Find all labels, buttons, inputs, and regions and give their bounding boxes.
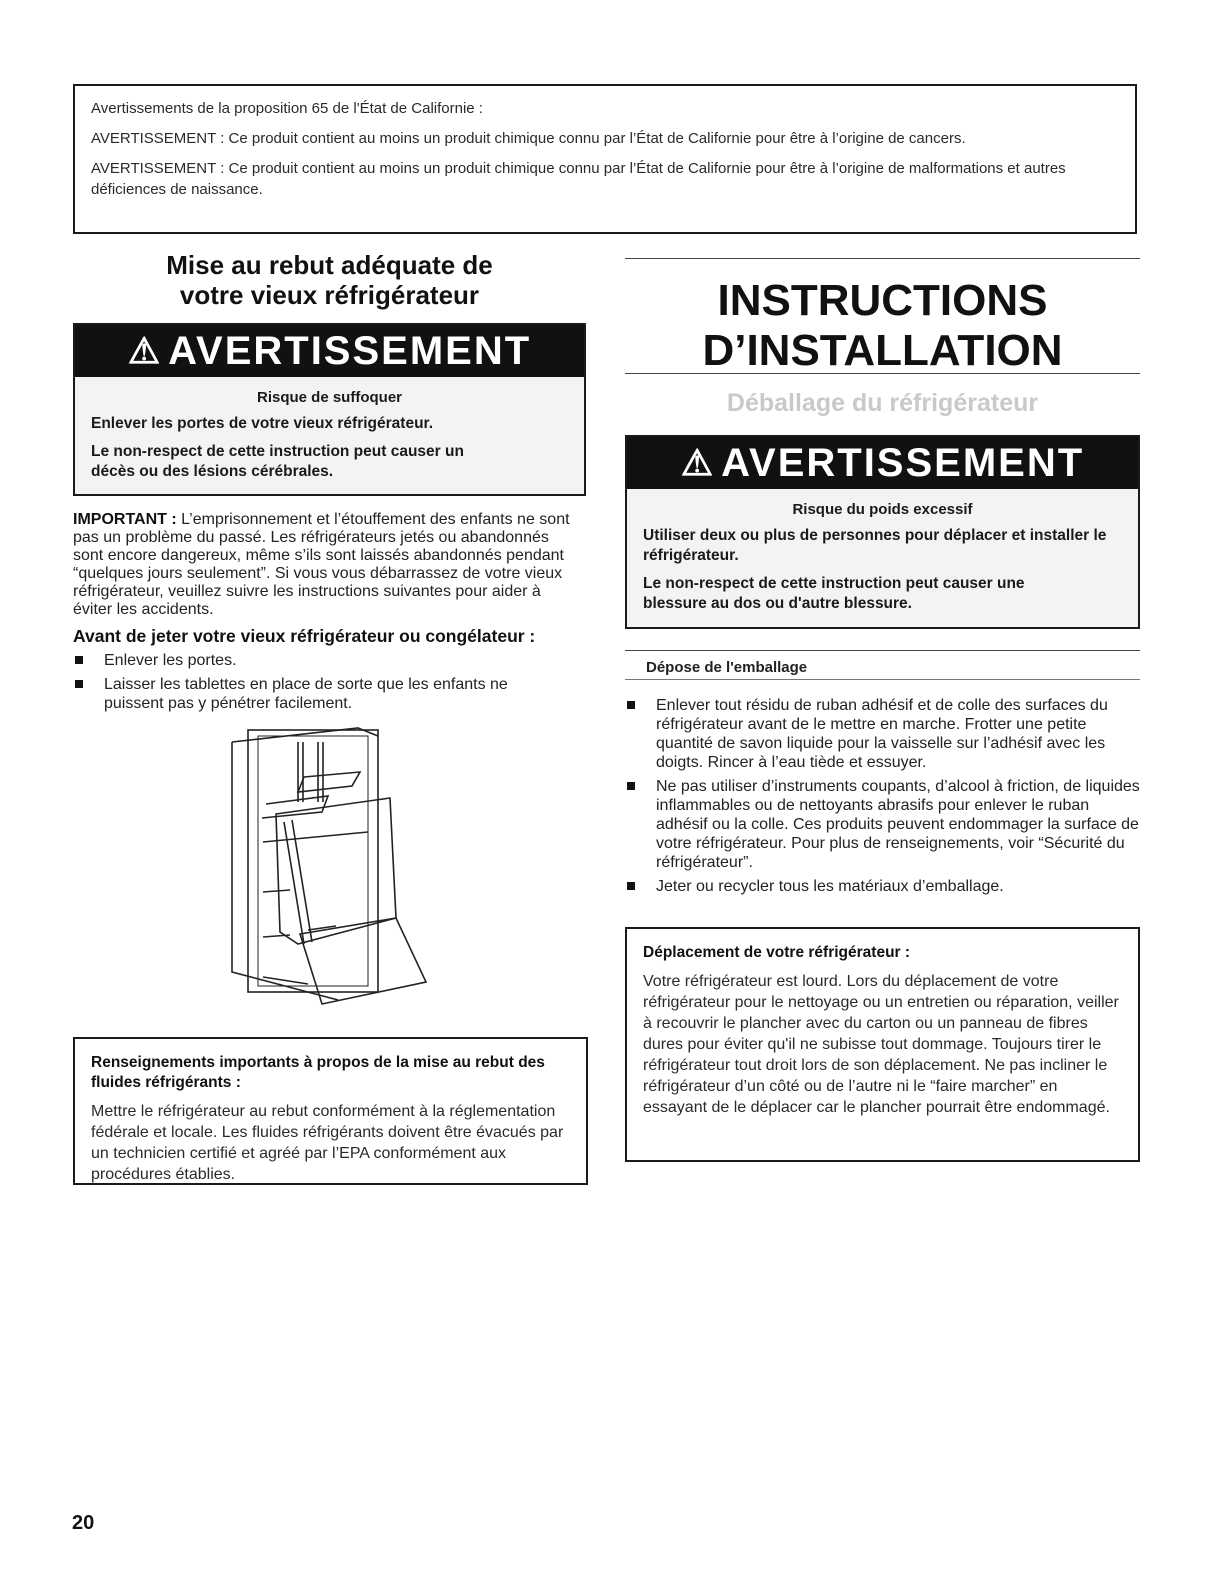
warning-banner — [627, 437, 1138, 489]
refrigerant-disposal-box — [73, 1037, 588, 1185]
suffocation-warning-box — [73, 323, 586, 496]
prop65-warning-cancer: AVERTISSEMENT : Ce produit contient au moins un produit chimique connu par l’État de Californie pour être à l’origine de cancers. — [91, 130, 966, 147]
list-item: Laisser les tablettes en place de sorte que les enfants ne puissent pas y pénétrer facilement. — [73, 675, 563, 713]
moving-box-title: Déplacement de votre réfrigérateur : — [643, 944, 911, 961]
warning-triangle-icon: ⚠ — [127, 330, 163, 371]
list-item: Enlever tout résidu de ruban adhésif et de colle des surfaces du réfrigérateur avant de le mettre en marche. Frotter une petite quantité de savon liquide pour la vaisselle sur l’adhésif avec les doigts. Rincer à l’eau tiède et essuyer. — [625, 696, 1140, 772]
warning-title: Risque de suffoquer — [256, 389, 402, 406]
warning-banner-label: AVERTISSEMENT — [168, 329, 532, 373]
important-text: L’emprisonnement et l’étouffement des enfants ne sont pas un problème du passé. Les réfrigérateurs jetés ou abandonnés sont encore dangereux, même s’ils sont laissés abandonnés pendant “quelques jours seulement”. Si vous vous débarrassez de votre vieux réfrigérateur, veuillez suivre les instructions suivantes pour aider à éviter les accidents. — [73, 511, 570, 618]
warning-consequence: Le non-respect de cette instruction peut causer une blessure au dos ou d'autre blessure. — [643, 575, 1025, 612]
page-title-line1: INSTRUCTIONS — [717, 276, 1048, 325]
weight-warning-box — [625, 435, 1140, 629]
packaging-removal-list — [625, 696, 1140, 901]
important-paragraph — [73, 511, 583, 619]
prop65-title: Avertissements de la proposition 65 de l'État de Californie : — [91, 100, 483, 117]
prop65-notice-box — [73, 84, 1137, 234]
important-label: IMPORTANT : — [73, 511, 177, 528]
list-item: Ne pas utiliser d’instruments coupants, d’alcool à friction, de liquides inflammables ou de nettoyants abrasifs pour enlever le ruban adhésif ou la colle. Ces produits peuvent endommager la surface de votre réfrigérateur. Pour plus de renseignements, voir “Sécurité du réfrigérateur”. — [625, 777, 1140, 872]
warning-instruction: Enlever les portes de votre vieux réfrigérateur. — [91, 415, 434, 432]
divider — [625, 258, 1140, 259]
warning-title: Risque du poids excessif — [792, 501, 973, 518]
prop65-warning-birth-defects: AVERTISSEMENT : Ce produit contient au moins un produit chimique connu par l’État de Californie pour être à l’origine de malformations et autres déficiences de naissance. — [91, 160, 1066, 198]
divider — [625, 373, 1140, 374]
disposal-steps-list — [73, 651, 563, 718]
disposal-heading-line1: Mise au rebut adéquate de — [166, 250, 493, 280]
refrigerator-doors-removed-illustration — [218, 722, 448, 1022]
list-item: Enlever les portes. — [73, 651, 563, 670]
warning-consequence: Le non-respect de cette instruction peut causer un décès ou des lésions cérébrales. — [91, 443, 464, 480]
warning-banner — [75, 325, 584, 377]
moving-box-text: Votre réfrigérateur est lourd. Lors du déplacement de votre réfrigérateur pour le nettoyage ou un entretien ou réparation, veiller à recouvrir le plancher avec du carton ou un panneau de fibres dures pour éviter qu'il ne subisse tout dommage. Toujours tirer le réfrigérateur tout droit lors de son déplacement. Ne pas incliner le réfrigérateur d’un côté ou de l’autre ni le “faire marcher” en essayant de le déplacer car le plancher pourrait être endommagé. — [643, 973, 1119, 1116]
refrigerant-box-text: Mettre le réfrigérateur au rebut conformément à la réglementation fédérale et locale. Les fluides réfrigérants doivent être évacués par un technicien certifié et agréé par l’EPA conformément aux procédures établies. — [91, 1103, 564, 1183]
moving-refrigerator-box — [625, 927, 1140, 1162]
packaging-removal-heading: Dépose de l'emballage — [625, 650, 1140, 680]
page-title-line2: D’INSTALLATION — [702, 326, 1063, 375]
disposal-heading-line2: votre vieux réfrigérateur — [179, 280, 480, 310]
before-disposal-subheading: Avant de jeter votre vieux réfrigérateur ou congélateur : — [73, 626, 536, 646]
unpacking-subtitle: Déballage du réfrigérateur — [726, 389, 1039, 417]
list-item: Jeter ou recycler tous les matériaux d’emballage. — [625, 877, 1140, 896]
page-number: 20 — [72, 1512, 95, 1534]
warning-triangle-icon: ⚠ — [680, 442, 716, 483]
warning-banner-label: AVERTISSEMENT — [721, 441, 1085, 485]
refrigerant-box-title: Renseignements importants à propos de la mise au rebut des fluides réfrigérants : — [91, 1054, 545, 1091]
page-title — [625, 276, 1140, 376]
disposal-heading — [73, 250, 586, 310]
warning-instruction: Utiliser deux ou plus de personnes pour déplacer et installer le réfrigérateur. — [643, 527, 1107, 564]
